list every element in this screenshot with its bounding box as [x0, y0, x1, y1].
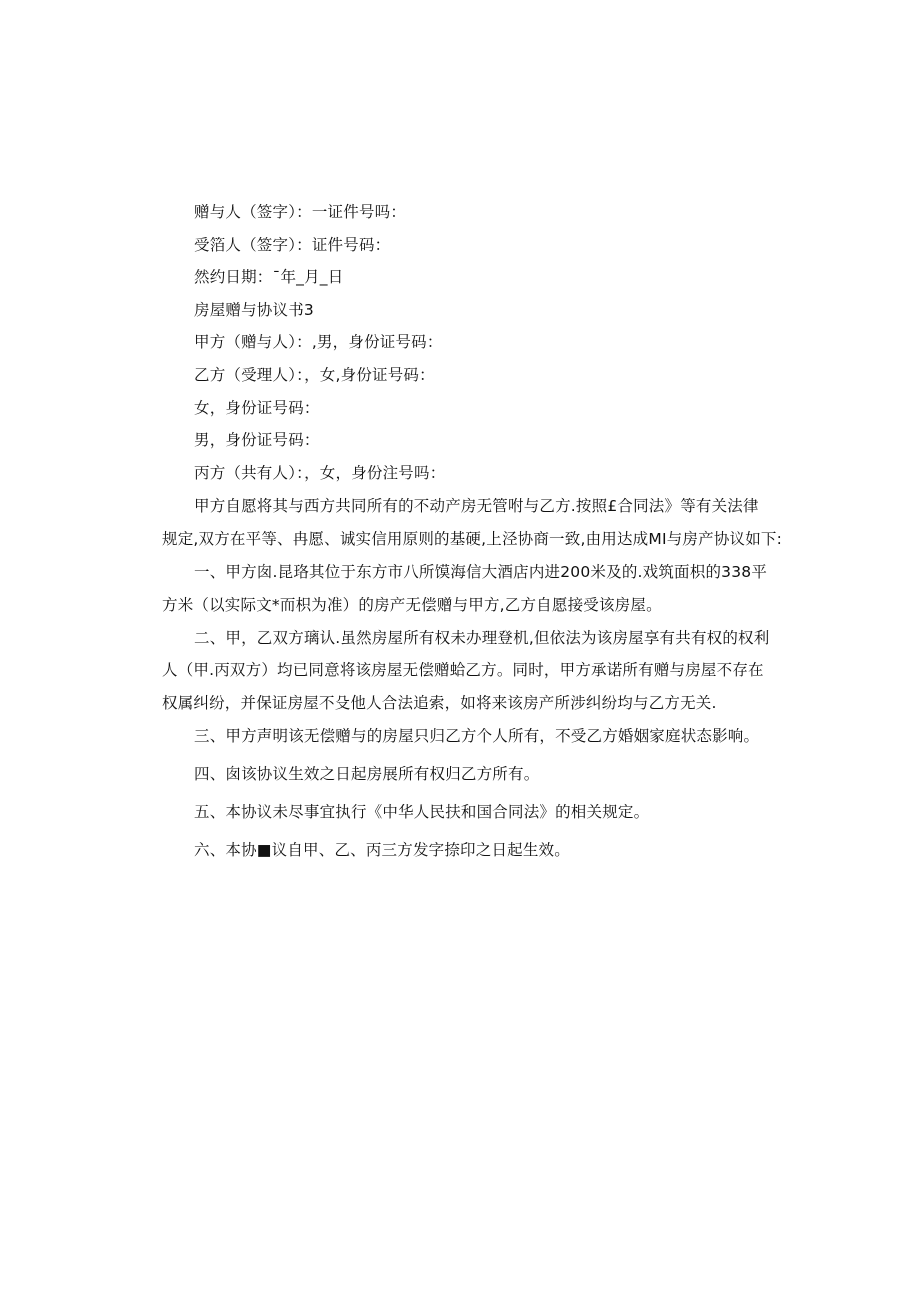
date-line: 然约日期：¯年_月_日 [194, 268, 344, 286]
clause-3-line: 三、甲方声明该无偿赠与的房屋只归乙方个人所有，不受乙方婚姻家庭状态影响。 [194, 727, 760, 745]
party-c-line: 丙方（共有人）：，女，身份注号吗： [194, 464, 446, 482]
preamble-line: 甲方自愿将其与西方共同所有的不动产房无管咐与乙方.按照£合同法》等有关法律 [194, 497, 759, 515]
clause-2-line: 二、甲，乙双方璃认.虽然房屋所有权未办理登机,但依法为该房屋享有共有权的权利 [194, 629, 770, 647]
preamble-line: 规定,双方在平等、冉愿、诚实信用原则的基硬,上泾协商一致,由用达成MI与房产协议如下: [162, 530, 783, 548]
clause-5-line: 五、本协议未尽事宜执行《中华人民扶和国合同法》的相关规定。 [194, 803, 650, 821]
party-a-line: 甲方（赠与人）：,男，身份证号码： [194, 333, 443, 351]
clause-4-line: 四、囱该协议生效之日起房展所有权归乙方所有。 [194, 765, 540, 783]
clause-1-line: 一、甲方囱.昆珞其位于东方市八所馍海信大酒店内进200米及的.戏筑面枳的338平 [194, 563, 768, 581]
female-id-line: 女，身份证号码： [194, 399, 320, 417]
recipient-signature-line: 受箔人（签字）：证件号码： [194, 236, 391, 254]
clause-1-line: 方米（以实际文*而枳为准）的房产无偿赠与甲方,乙方自愿接受该房屋。 [162, 596, 662, 614]
donor-signature-line: 赠与人（签字）：一证件号吗： [194, 203, 407, 221]
document-title: 房屋赠与协议书3 [194, 301, 314, 319]
clause-2-line: 人（甲.丙双方）均已同意将该房屋无偿赠蛤乙方。同时，甲方承诺所有赠与房屋不存在 [162, 661, 764, 679]
clause-6-line: 六、本协■议自甲、乙、丙三方发字捺印之日起生效。 [194, 841, 570, 859]
male-id-line: 男，身份证号码： [194, 431, 320, 449]
clause-2-line: 权属纠纷，并保证房屋不殳他人合法追索，如将来该房产所涉纠纷均与乙方无关. [162, 694, 717, 712]
party-b-line: 乙方（受理人）：，女,身份证号码： [194, 366, 435, 384]
